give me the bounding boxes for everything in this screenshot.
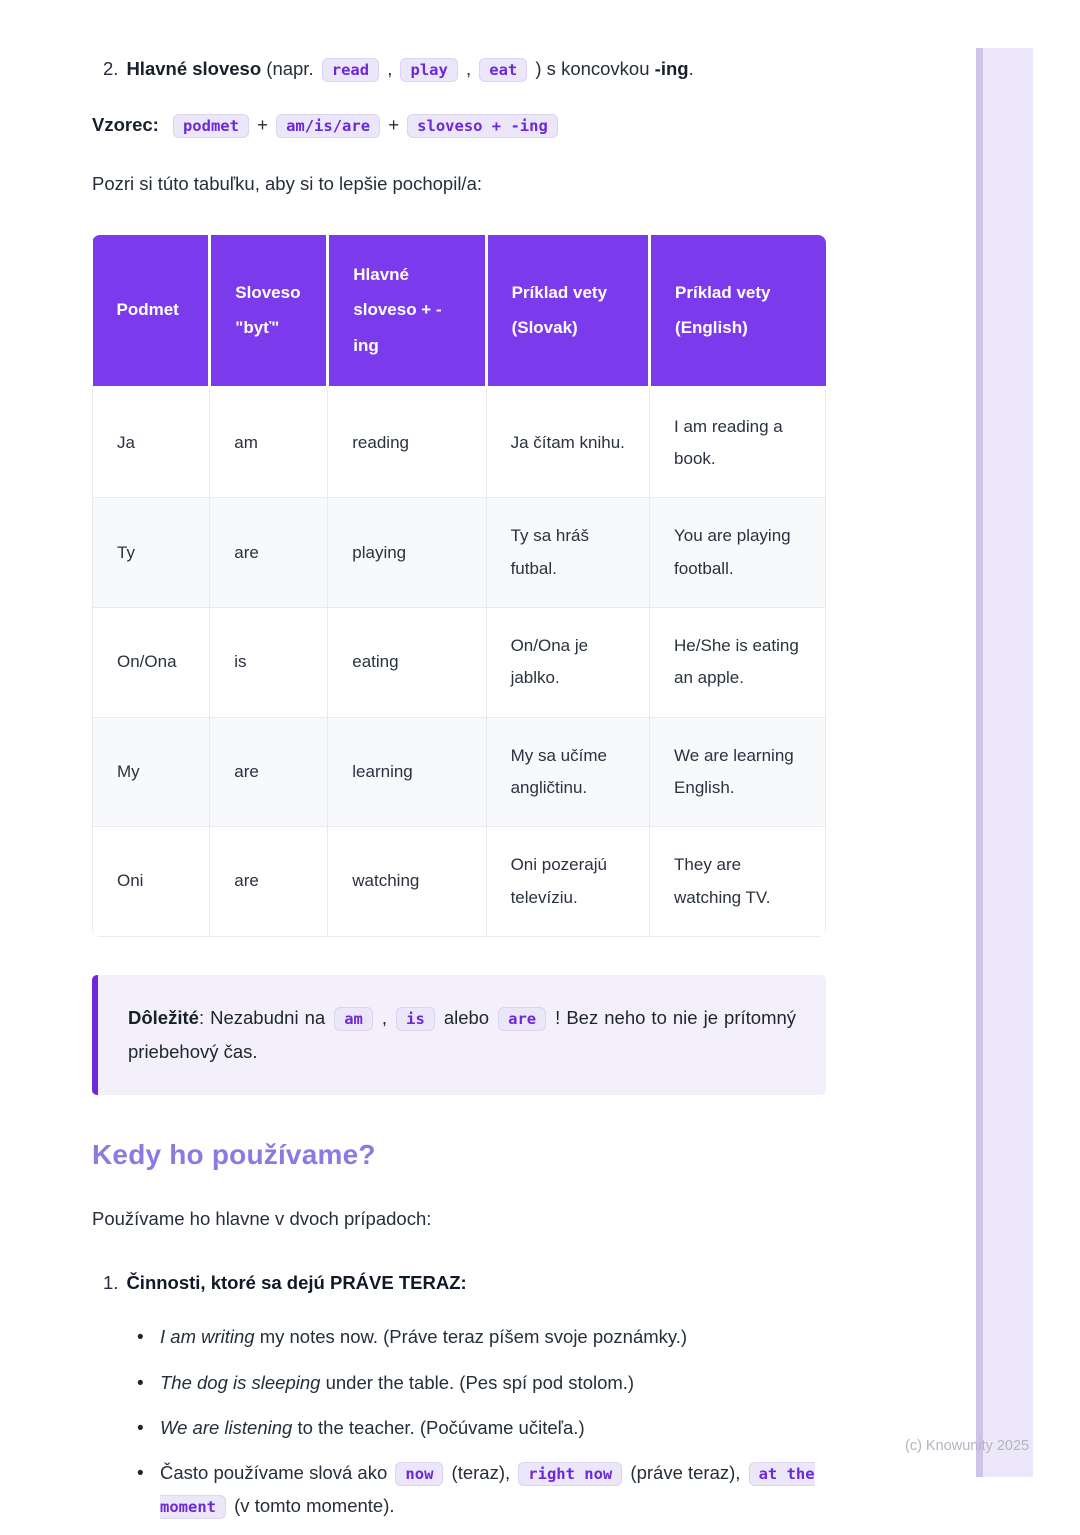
table-cell: They are watching TV. xyxy=(650,827,826,937)
table-cell: Oni xyxy=(93,827,210,937)
bold-text: -ing xyxy=(654,58,689,79)
table-head xyxy=(93,235,826,388)
bold-text: Činnosti, ktoré sa dejú PRÁVE TERAZ: xyxy=(126,1271,467,1293)
conjugation-table-wrap xyxy=(92,235,826,937)
table-cell: My sa učíme angličtinu. xyxy=(486,717,649,827)
usage-bullet-list xyxy=(92,1321,826,1522)
table-cell: On/Ona xyxy=(93,608,210,718)
text-segment: ) s koncovkou xyxy=(530,58,655,79)
table-header-cell: Príklad vety (English) xyxy=(650,235,826,388)
text-segment: to the teacher. (Počúvame učiteľa.) xyxy=(292,1416,585,1438)
text-segment: , xyxy=(460,58,477,79)
code-badge: sloveso + -ing xyxy=(407,114,558,138)
table-row xyxy=(93,827,826,937)
code-badge: am xyxy=(334,1007,373,1031)
table-header-cell: Podmet xyxy=(93,235,210,388)
section-heading: Kedy ho používame? xyxy=(92,1139,376,1171)
text-segment: my notes now. (Práve teraz píšem svoje poznámky.) xyxy=(254,1326,688,1348)
code-badge: am/is/are xyxy=(276,114,380,138)
code-badge: is xyxy=(396,1007,435,1031)
table-cell: playing xyxy=(328,498,486,608)
code-badge: eat xyxy=(479,58,527,82)
formula-label: Vzorec: xyxy=(92,113,159,135)
table-cell: Ja xyxy=(93,387,210,498)
bold-text: Dôležité xyxy=(128,1006,199,1028)
conjugation-table xyxy=(92,235,826,937)
table-cell: is xyxy=(210,608,328,718)
table-cell: eating xyxy=(328,608,486,718)
table-header-cell: Sloveso "byť" xyxy=(210,235,328,388)
code-badge: play xyxy=(400,58,457,82)
text-segment: , xyxy=(382,58,398,79)
table-cell: You are playing football. xyxy=(650,498,826,608)
text-segment: (napr. xyxy=(261,58,319,79)
important-callout xyxy=(92,975,826,1095)
italic-text: We are listening xyxy=(160,1416,293,1438)
item-number: 1. xyxy=(103,1271,119,1293)
code-badge: read xyxy=(322,58,379,82)
text-segment: : Nezabudni na xyxy=(198,1006,332,1028)
table-row xyxy=(93,608,826,718)
code-badge: podmet xyxy=(173,114,249,138)
table-cell: watching xyxy=(328,827,486,937)
code-badge: are xyxy=(498,1007,546,1031)
table-header-row xyxy=(93,235,826,388)
bullet-item xyxy=(137,1457,826,1522)
table-header-cell: Príklad vety (Slovak) xyxy=(486,235,649,388)
table-row xyxy=(93,387,826,498)
text-segment: ! Bez neho to nie je prítomný priebehový čas. xyxy=(128,1006,797,1063)
text-segment: (práve teraz), xyxy=(625,1462,746,1484)
formula-line xyxy=(92,110,826,140)
table-cell: are xyxy=(210,717,328,827)
table-body xyxy=(93,387,826,936)
text-segment: + xyxy=(251,113,274,135)
text-segment: (teraz), xyxy=(446,1462,516,1484)
table-cell: He/She is eating an apple. xyxy=(650,608,826,718)
table-header-cell: Hlavné sloveso + -ing xyxy=(328,235,486,388)
table-row xyxy=(93,717,826,827)
document-body xyxy=(92,54,826,1535)
usage-intro: Používame ho hlavne v dvoch prípadoch: xyxy=(92,1208,432,1230)
table-cell: reading xyxy=(328,387,486,498)
item-text xyxy=(126,1268,466,1298)
text-segment: alebo xyxy=(437,1006,496,1028)
text-segment: , xyxy=(375,1006,394,1028)
italic-text: I am writing xyxy=(160,1326,255,1348)
copyright-watermark: (c) Knowunity 2025 xyxy=(905,1438,1030,1454)
table-cell: We are learning English. xyxy=(650,717,826,827)
text-segment: Často používame slová ako xyxy=(160,1462,393,1484)
table-cell: On/Ona je jablko. xyxy=(486,608,649,718)
table-cell: Oni pozerajú televíziu. xyxy=(486,827,649,937)
bullet-item xyxy=(137,1321,826,1353)
numbered-item-1 xyxy=(92,1268,826,1298)
table-cell: Ja čítam knihu. xyxy=(486,387,649,498)
item-text xyxy=(126,54,693,84)
bullet-item xyxy=(137,1412,826,1444)
item-number: 2. xyxy=(103,58,119,79)
table-row xyxy=(93,498,826,608)
table-cell: Ty sa hráš futbal. xyxy=(486,498,649,608)
numbered-item-2 xyxy=(92,54,826,84)
table-cell: am xyxy=(210,387,328,498)
look-at-table-line: Pozri si túto tabuľku, aby si to lepšie pochopil/a: xyxy=(92,173,482,195)
callout-text xyxy=(128,1007,796,1062)
code-badge: at the moment xyxy=(160,1462,815,1518)
text-segment: . xyxy=(688,58,694,79)
code-badge: now xyxy=(395,1462,443,1486)
page-edge-panel xyxy=(976,48,1033,1477)
bullet-item xyxy=(137,1367,826,1399)
table-cell: Ty xyxy=(93,498,210,608)
table-cell: are xyxy=(210,827,328,937)
text-segment: + xyxy=(383,113,405,135)
text-segment: (v tomto momente). xyxy=(229,1494,395,1516)
table-cell: learning xyxy=(328,717,486,827)
table-cell: My xyxy=(93,717,210,827)
bold-text: Hlavné sloveso xyxy=(126,58,262,79)
text-segment: under the table. (Pes spí pod stolom.) xyxy=(320,1371,635,1393)
code-badge: right now xyxy=(518,1462,622,1486)
italic-text: The dog is sleeping xyxy=(160,1371,321,1393)
table-cell: are xyxy=(210,498,328,608)
table-cell: I am reading a book. xyxy=(650,387,826,498)
formula-text xyxy=(170,114,561,135)
